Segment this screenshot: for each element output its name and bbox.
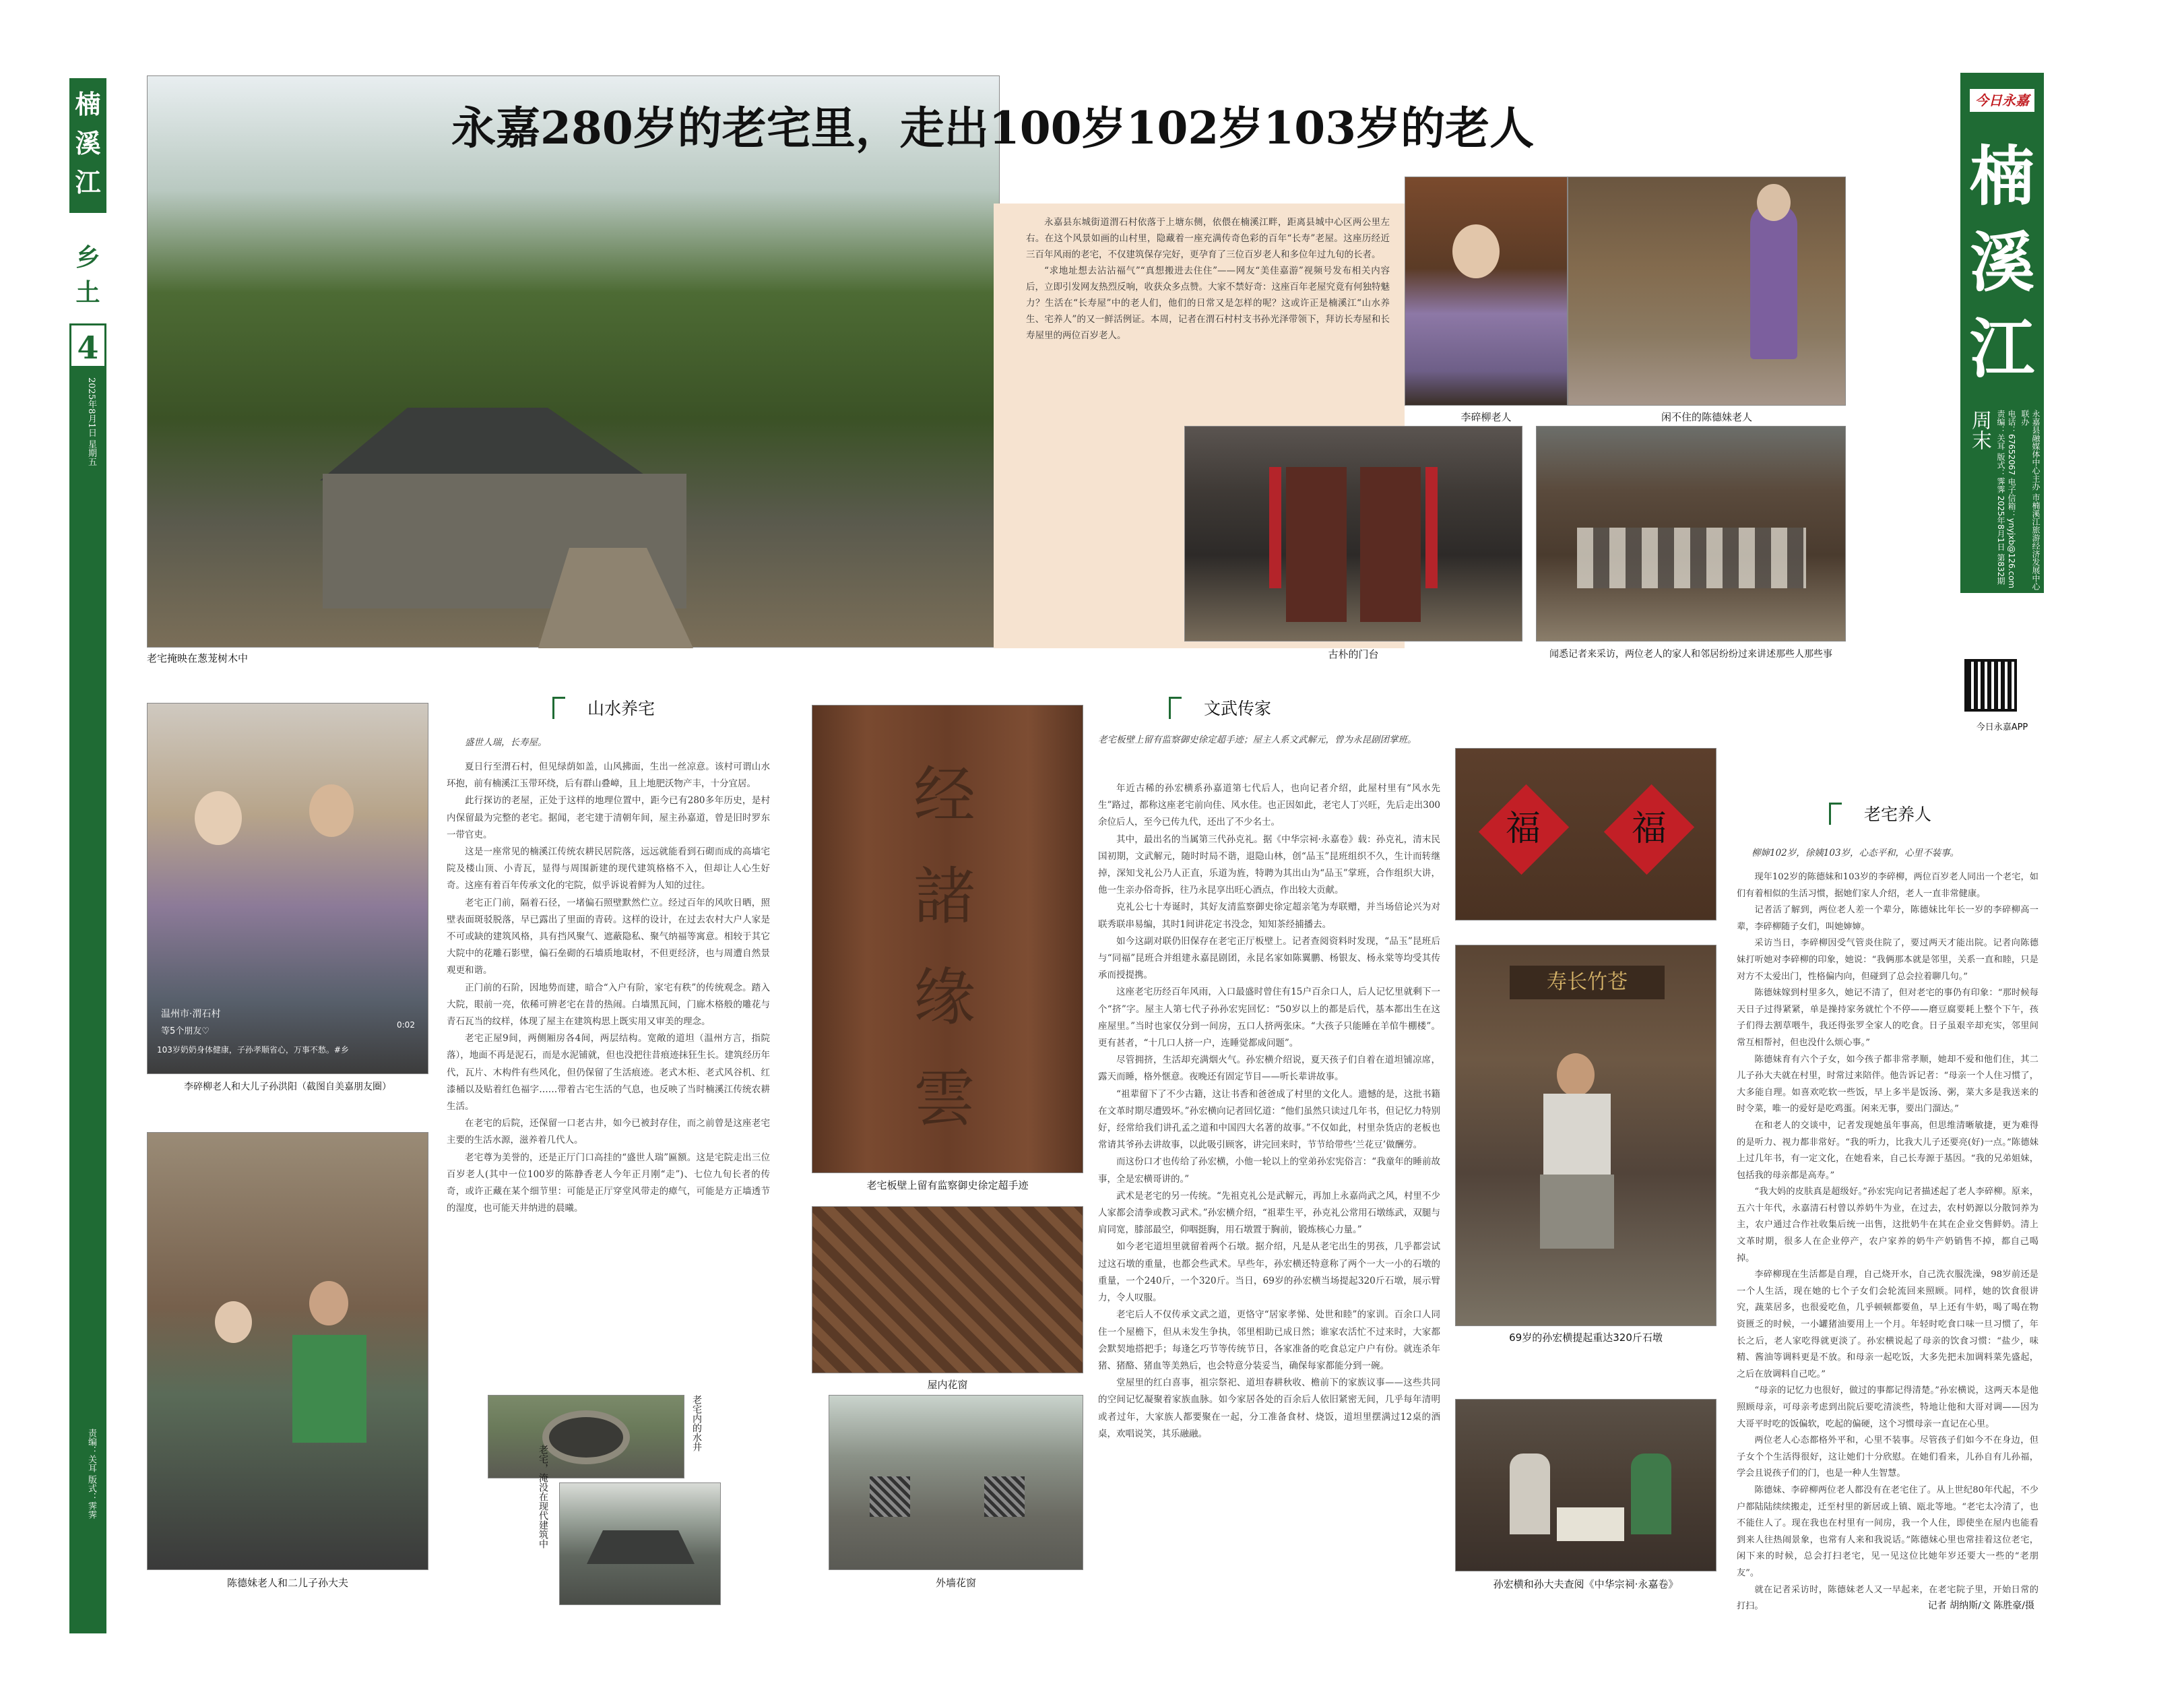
s1-p1: 夏日行至渭石村，但见绿荫如盖，山风拂面，生出一丝凉意。该村可谓山水环抱，前有楠溪江玉带环绕，后有群山叠嶂，且上地肥沃物产丰，十分宜居。 — [447, 761, 770, 790]
s3-p2: 记者活了解到，两位老人差一个辈分，陈德妹比年长一岁的李碎柳高一辈，李碎柳随子女们，叫她婶婶。 — [1737, 905, 2038, 932]
caption-window: 屋内花窗 — [927, 1379, 968, 1391]
plaque-char-1: 经 — [913, 759, 976, 832]
s2-p9: 武术是老宅的另一传统。“先祖克礼公是武解元，再加上永嘉尚武之风，村里不少人家都会清拳或教习武术。”孙宏横介绍，“祖辈生平，孙克礼公常用石墩练武，双腿与肩同宽，膝部最空，仰咽挺胸，用石墩置于胸前，锻炼核心力量。” — [1098, 1190, 1440, 1236]
photo-li-sui-liu — [1405, 177, 1568, 406]
gate-door-right — [1360, 467, 1421, 622]
caption-genealogy: 孙宏横和孙大夫查阅《中华宗祠·永嘉卷》 — [1493, 1578, 1679, 1590]
section-1-lead: 盛世人瑞，长寿屋。 — [465, 737, 547, 748]
gate-door-left — [1286, 467, 1347, 622]
son-face — [309, 1281, 348, 1325]
chen-face — [1757, 184, 1791, 221]
section-3-bracket-icon — [1829, 803, 1842, 825]
stone-lifter-face — [1557, 1053, 1595, 1096]
video-subtitle: 103岁奶奶身体健康，子孙孝顺省心，万事不愁。#乡 — [157, 1045, 349, 1055]
gathering-people — [1577, 528, 1806, 588]
s1-p8: 老宅尊为美誉的，还是正厅门口高挂的“盛世人瑞”匾额。这是宅院走出三位百岁老人(其中一位100岁的陈静香老人今年正月刚“走”)、七位九旬长者的传奇，或许正藏在某个细节里：可能是正厅穿堂风带走的瘴气，可能是方正墙透节的湿度，也可能天井纳进的晨曦。 — [447, 1152, 770, 1214]
photo-old-house-modern — [559, 1482, 721, 1605]
s1-p3: 这是一座常见的楠溪江传统农耕民居院落，远远就能看到石砌而成的高墙宅院及楼山顶、小青瓦，显得与周围新建的现代建筑格格不入，但却让人心生好奇。这座有着百年传承文化的宅院，似乎诉说着鲜为人知的过往。 — [447, 846, 770, 892]
s1-p6: 老宅正屋9间，两侧厢房各4间，两层结构。宽敞的道坦（温州方言，指院落），地面不再是泥石，而是水泥铺就，但也没把往昔痕迹抹狂生长。建筑经历年代，瓦片、木构件有些风化，但仍保留了生活痕迹。老式木柜、老式风谷机、红漆桶以及贴着红色福字……带着古宅生活的气息，也反映了当时楠溪江传统农耕生活。 — [447, 1033, 770, 1113]
photo-chen-sweeping — [1568, 177, 1846, 406]
caption-gate: 古朴的门台 — [1328, 648, 1379, 660]
caption-well: 老宅内的水井 — [691, 1395, 702, 1451]
s2-p6: 尽管拥挤，生活却充满烟火气。孙宏横介绍说，夏天孩子们自着在道坦铺凉席，露天而睡，格外惬意。夜晚还有固定节目——听长辈讲故事。 — [1098, 1055, 1440, 1083]
masthead-weekly: 周末 — [1968, 410, 1991, 450]
section-1-title: 山水养宅 — [587, 699, 655, 718]
section-2-lead: 老宅板壁上留有监察御史徐定超手迹；屋主人系文武解元，曾为永昆剧团掌班。 — [1098, 734, 1417, 745]
outer-window-2 — [984, 1476, 1025, 1517]
s2-p12: 堂屋里的红白喜事，祖宗祭祀、道坦春耕秋收、檐前下的家族议事——这些共同的空间记忆凝聚着家族血脉。如今家居各处的百余后人依旧紧密无间，几乎每年清明或者过年，大家族人都要聚在一起，分工准备食材、烧饭，道坦里摆满过12桌的酒桌，欢唱说笑，其乐融融。 — [1098, 1377, 1440, 1439]
plaque-char-2: 諸 — [913, 861, 976, 933]
intro-para-2: “求地址想去沾沾福气”“真想搬进去住住”——网友“美佳嘉游”视频号发布相关内容后，立即引发网友热烈反响，收获众多点赞。大家不禁好奇：这座百年老屋究竟有何独特魅力？生活在“长寿屋”中的老人们，他们的日常又是怎样的呢？这或许正是楠溪江“山水养生、宅养人”的又一鲜活例证。本周，记者在渭石村村支书孙光泽带领下，拜访长寿屋和长寿屋里的两位百岁老人。 — [1026, 265, 1390, 341]
stone-block — [1540, 1175, 1614, 1249]
photo-well — [488, 1395, 684, 1478]
caption-old-house: 老宅，淹没在现代建筑中 — [538, 1445, 548, 1549]
caption-chen-sweep: 闲不住的陈德妹老人 — [1661, 411, 1752, 423]
caption-plaque: 老宅板壁上留有监察御史徐定超手迹 — [866, 1179, 1029, 1191]
photo-chen-and-son — [147, 1132, 428, 1570]
left-bar-paper-block — [69, 78, 106, 213]
s2-p10: 如今老宅道坦里就留着两个石墩。据介绍，凡是从老宅出生的男孩，几乎都尝试过这石墩的重量，也都会些武术。早些年，孙宏横还特意称了两个一大一小的石墩的重量，一个240斤，一个320斤。当日，69岁的孙宏横当场提起320斤石墩，展示臂力，令人叹服。 — [1098, 1241, 1440, 1304]
s3-p5: 陈德妹育有六个子女，如今孩子都非常孝顺，她却不爱和他们住，其二儿子孙大夫就在村里，时常过来陪伴。他告诉记者：“母亲一个人住习惯了，大多能自理。如喜欢吃软一些饭，早上多半是饭汤、粥，菜大多是我送来的时令菜，唯一的爱好是吃鸡蛋。闲来无事，要出门溜达。” — [1737, 1054, 2038, 1115]
section-2-title: 文武传家 — [1204, 699, 1272, 718]
masthead-host: 永嘉县融媒体中心主办 市楠溪江旅游经济发展中心 联办 — [2020, 410, 2041, 590]
son-shirt — [292, 1335, 366, 1443]
caption-stone: 69岁的孙宏横提起重达320斤石墩 — [1509, 1332, 1663, 1344]
s3-p4: 陈德妹嫁到村里多久，她记不清了，但对老宅的事仍有印象：“那时候每天日子过得紧紧，单是操持家务就忙个不停——磨豆腐要耗上整个下午，孩子们得去割草喂牛，我还得张罗全家人的吃食。日子虽艰辛却充实，邻里间常互相帮衬，但也没什么烦心事。” — [1737, 988, 2038, 1048]
s1-p5: 正门前的石阶，因地势而建，暗合“入户有阶，家宅有秩”的传统观念。踏入大院，眼前一亮，依稀可辨老宅在昔的热闹。白墙黑瓦间，门廊木格般的雕花与青石瓦当的纹样，体现了屋主在建筑构思上既实用又审美的理念。 — [447, 982, 770, 1028]
outer-window-1 — [870, 1476, 910, 1517]
s1-p7: 在老宅的后院，还保留一口老古井，如今已被封存住，而之前曾是这座老宅主要的生活水源，滋养着几代人。 — [447, 1118, 770, 1146]
plaque-char-3: 缘 — [913, 962, 976, 1034]
genealogy-person-1 — [1510, 1453, 1550, 1534]
hero-photo-old-house-in-trees — [147, 75, 1000, 648]
s2-p7: “祖辈留下了不少古籍，这让书香和爸爸成了村里的文化人。遗憾的是，这批书籍在文革时期尽遭毁坏。”孙宏横向记者回忆道：“他们虽然只读过几年书，但记忆力特别好，经常给我们讲孔孟之道和中国四大名著的故事。”不仅如此，村里杂货店的老板也常请其爷孙去讲故事，以此吸引顾客，讲完回来时，节节给带些‘兰花豆’做酬劳。 — [1098, 1088, 1440, 1151]
left-bar-paper-name: 楠溪江 — [75, 89, 101, 197]
left-bar-section: 乡土 — [75, 243, 100, 307]
left-bar-editor: 责编：关耳 版式：霁霁 — [86, 1429, 96, 1520]
s3-p8: 李碎柳现在生活都是自理，自己烧开水，自己洗衣服洗澡，98岁前还是一个人生活，现在她的七个子女们会轮流回来照顾。同样，她的饮食很讲究，蔬菜居多，也很爱吃鱼，几乎顿顿都要鱼，早上还有牛奶，喝了喝在物资匮乏的时候，一小罐猪油要用上一个月。年轻时吃食口味一旦习惯了，年长之后，老人家吃得就更淡了。孙宏横说起了母亲的饮食习惯：“盐少，味精、酱油等调料更是不放。和母亲一起吃饭，大多先把未加调料菜先盛起，之后在放调料自己吃。” — [1737, 1270, 2038, 1379]
s3-p7: “我大妈的皮肤真是超级好。”孙宏宪向记者描述起了老人李碎柳。原来，五六十年代，永嘉清石村曾以养奶牛为业，在过去，农村奶源以分散饲养为主，农户通过合作社收集后统一出售，这批奶牛在其在企业交售鲜奶。清上文革时期，很多人在企业停产，农户家养的奶牛产奶销售不掉，都自己喝掉。 — [1737, 1187, 2038, 1263]
s2-p3: 克礼公七十寿诞时，其好友清监察御史徐定超亲笔为寿联赠，并当场倍论兴为对联秀联串易编，其时1间讲花定书没念，知知茶经捕播去。 — [1098, 902, 1440, 930]
video-face-son — [309, 784, 354, 837]
caption-li-son: 李碎柳老人和大儿子孙洪阳（截图自美嘉朋友圈） — [184, 1082, 391, 1092]
s2-p4: 如今这副对联仍旧保存在老宅正厅板壁上。记者查阅资料时发现，“品玉”昆班后与“同福”昆班合并组建永嘉昆剧团，永昆名家如陈翼鹏、杨银友、杨永棠等均受其传承而授提携。 — [1098, 935, 1440, 981]
s1-p2: 此行探访的老屋，正处于这样的地理位置中，距今已有280多年历史，是村内保留最为完整的老宅。据闻，老宅建于清朝年间，屋主孙嘉道，曾是旧时罗东一带官吏。 — [447, 795, 770, 840]
photo-li-and-son-video — [147, 703, 428, 1074]
byline: 记者 胡纳斯/文 陈胜豪/摄 — [1927, 1600, 2034, 1611]
gate-couplet-left — [1269, 467, 1281, 588]
intro-text — [1026, 214, 1390, 344]
chen-figure — [1750, 204, 1797, 359]
caption-chen-son: 陈德妹老人和二儿子孙大夫 — [226, 1577, 348, 1589]
section-3-title: 老宅养人 — [1864, 805, 1932, 824]
photo-fu-doors — [1455, 748, 1716, 920]
caption-outer-window: 外墙花窗 — [935, 1577, 976, 1589]
section-1-bracket-icon — [552, 697, 565, 719]
s3-p11: 陈德妹、李碎柳两位老人都没有在老宅住了。从上世纪80年代起，不少户都陆陆续续搬走，迁至村里的新居或上镇、瓯北等地。“老宅太冷清了，也不能住人了。现在我也在村里有一间房，我一个人住，即使坐在屋内也能看到来人往热闹景象，也常有人来和我说话。”陈德妹心里也常挂着这位老宅，闲下来的时候，总会打扫老宅，见一见这位比她年岁还要大一些的“老朋友”。 — [1737, 1484, 2038, 1578]
s2-p2: 其中，最出名的当属第三代孙克礼。据《中华宗祠·永嘉卷》载：孙克礼，清末民国初期，文武解元，随时时局不谐，退隐山林，创“品玉”昆班组织不久，生计而转继掉，深知戈礼公乃人正直，乐道为旌，特聘为其出山为“品玉”掌班，合作组织大讲，他一生亲办俗奇拆，往乃永昆享出旺心酒点，作出较大贡献。 — [1098, 834, 1440, 896]
intro-para-1: 永嘉县东城街道渭石村依落于上塘东侧，依偎在楠溪江畔，距离县城中心区两公里左右。在这个风景如画的山村里，隐藏着一座充满传奇色彩的百年“长寿”老屋。这座历经近三百年风雨的老宅，不仅建筑保存完好，更孕育了三位百岁老人和多位年过九旬的长者。 — [1026, 217, 1390, 260]
photo-outer-window — [829, 1395, 1083, 1570]
old-house-roof — [587, 1530, 695, 1564]
genealogy-person-2 — [1631, 1453, 1671, 1534]
masthead-info: 电话：67652067 电子信箱：ynyjxb@126.com 责编：关耳 版式：霁霁 2025年8月1日 第832期 — [1996, 410, 2016, 589]
section-2-bracket-icon — [1169, 697, 1182, 719]
section-2-heading — [1169, 693, 1371, 722]
photo-plaque — [812, 705, 1083, 1173]
s1-p4: 老宅正门前，隔着石径，一堵偏石照壁默然伫立。经过百年的风吹日晒，照壁表面斑驳脱落，早已露出了里面的青砖。这样的设计，在过去农村大户人家是不可或缺的建筑风格，具有挡风聚气、遮蔽隐私、聚气纳福等寓意。相较于其它大院中的花雕石影壁，偏石垒砌的石墙质地取材，不但更经济，也与周遭自然景观更和谐。 — [447, 897, 770, 976]
video-face-old-lady — [195, 791, 242, 845]
masthead-panel — [1960, 73, 2044, 757]
hero-roof — [302, 400, 653, 480]
photo-gate — [1184, 426, 1522, 642]
s2-p5: 这座老宅历经百年风雨，入口最盛时曾住有15户百余口人，后人记忆里就剩下一个“挤”字。屋主人第七代子孙孙宏宪回忆：“50岁以上的都是后代，基本都出生在这座屋里。”当时也家仅分到一间房，五口人挤两张床。“大孩子只能睡在羊倌牛棚楼”。更有甚者，“十几口人挤一户，连睡觉都成问题”。 — [1098, 987, 1440, 1049]
s2-p8: 而这份口才也传给了孙宏横，小他一轮以上的堂弟孙宏宪俗言：“我童年的睡前故事，全是宏横哥讲的。” — [1098, 1156, 1440, 1185]
fu-char-left: 福 — [1505, 809, 1541, 849]
s2-p1: 年近古稀的孙宏横系孙嘉道第七代后人，也向记者介绍，此屋村里有“风水先生”路过，都称这座老宅前向佳、风水佳。也正因如此，老宅人丁兴旺，先后走出300余位后人，至今已传九代，还出了不少名士。 — [1098, 783, 1440, 828]
gate-couplet-right — [1425, 467, 1438, 588]
well-ring — [542, 1410, 630, 1464]
caption-hero: 老宅掩映在葱茏树木中 — [147, 652, 249, 664]
masthead-green — [1960, 73, 2044, 593]
s3-p6: 在和老人的交谈中，记者发现她虽年事高，但思维清晰敏捷，更为难得的是听力、视力都非常好。“我的听力，比我大儿子还要亮(好)一点。”陈德妹上过几年书，有一定文化，在她看来，自己长寿源于基因。“我的兄弟姐妹，包括我的母亲都是高寿。” — [1737, 1120, 2038, 1181]
chen-seated-face — [215, 1301, 252, 1343]
fu-char-right: 福 — [1631, 809, 1667, 849]
section-1-heading — [552, 693, 754, 722]
left-bar-page-no: 4 — [69, 323, 106, 368]
left-bar — [69, 78, 106, 1623]
s3-p10: 两位老人心态都格外平和，心里不装事。尽管孩子们如今不在身边，但子女个个生活得很好，这让她们十分欣慰。在她们看来，儿孙自有儿孙福，学会且说孩子们的门，也是一种人生智慧。 — [1737, 1435, 2038, 1479]
li-face — [1452, 224, 1500, 278]
caption-li: 李碎柳老人 — [1460, 411, 1512, 423]
photo-genealogy — [1455, 1399, 1716, 1571]
qr-code[interactable] — [1964, 659, 2017, 712]
photo-gathering — [1536, 426, 1846, 642]
app-label: 今日永嘉APP — [1976, 722, 2028, 732]
s3-p1: 现年102岁的陈德妹和103岁的李碎柳，两位百岁老人同出一个老宅，如们有着相似的生活习惯，据她们家人介绍，老人一直非常健康。 — [1737, 872, 2038, 899]
video-likes[interactable]: 等5个朋友♡ — [161, 1026, 210, 1036]
section-1-body — [447, 759, 770, 1392]
photo-carved-window — [812, 1206, 1083, 1373]
headline: 永嘉280岁的老宅里，走出100岁102岁103岁的老人 — [451, 102, 1535, 154]
masthead-title: 楠溪江 — [1970, 138, 2034, 387]
section-2-body — [1098, 780, 1440, 1602]
couplet-board: 寿长竹苍 — [1510, 966, 1665, 999]
section-3-heading — [1829, 799, 2004, 828]
left-bar-page-block — [69, 323, 106, 1633]
s3-p9: “母亲的记忆力也很好，做过的事都记得清楚。”孙宏横说，这两天本是他照顾母亲，可母亲考虑到出院后要吃清淡些，特地让他和大哥对调——因为大哥平时吃的饭偏软，吃起的偏硬，这个习惯母亲一直记在心里。 — [1737, 1385, 2038, 1429]
genealogy-book — [1557, 1507, 1624, 1541]
s2-p11: 老宅后人不仅传承文武之道，更恪守“居家孝悌、处世和睦”的家训。百余口人同住一个屋檐下，但从未发生争执，邻里相助已成日然；谁家农活忙不过来时，大家都会默契地搭把手；每逢乞巧节等传统节日，各家准备的吃食总定户户有份。就连杀年猪、猪酪、猪血等美熟后，也会特意分装妥当，确保每家都能分到一碗。 — [1098, 1309, 1440, 1371]
video-time: 0:02 — [397, 1020, 415, 1030]
s3-p12: 就在记者采访时，陈德妹老人又一早起来，在老宅院子里，开始日常的打扫。 — [1737, 1584, 2038, 1612]
left-bar-date: 2025年8月1日 星期五 — [86, 377, 96, 466]
brand-logo: 今日永嘉 — [1970, 89, 2034, 112]
photo-stone-lift — [1455, 945, 1716, 1326]
plaque-char-4: 雲 — [913, 1063, 976, 1135]
video-location: 温州市·渭石村 — [161, 1009, 221, 1020]
s3-p3: 采访当日，李碎柳因受气管炎住院了，要过两天才能出院。记者向陈德妹打听她对李碎柳的印象，她说：“我俩那本就是邻里，关系一直和睦，只是对方不太爱出门，性格偏内向，但碰到了总会拉着聊几句。” — [1737, 938, 2038, 982]
caption-gathering: 闻悉记者来采访，两位老人的家人和邻居纷纷过来讲述那些人那些事 — [1549, 649, 1832, 660]
section-3-lead: 柳婶102岁，徐姨103岁，心态平和，心里不装事。 — [1752, 848, 1960, 858]
